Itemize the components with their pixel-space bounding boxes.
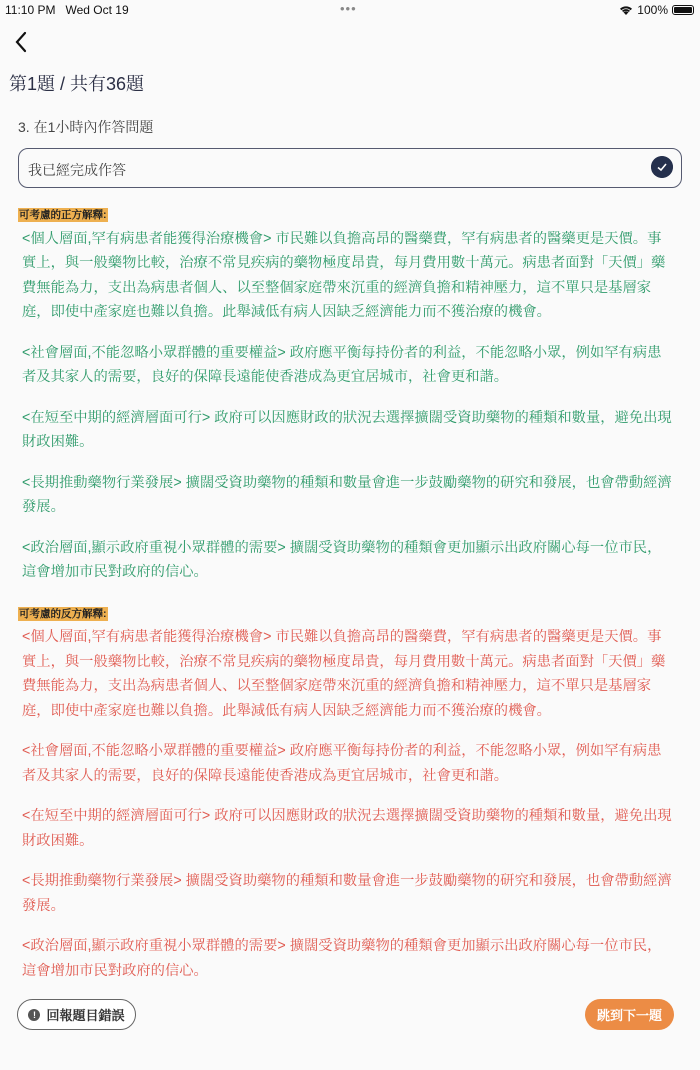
check-icon — [651, 156, 673, 178]
positive-paragraph: <長期推動藥物行業發展> 擴闊受資助藥物的種類和數量會進一步鼓勵藥物的研究和發展，也會帶動經濟發展。 — [22, 474, 672, 515]
wifi-icon — [619, 5, 633, 16]
status-time — [5, 3, 129, 17]
report-label: 回報題目錯誤 — [46, 1008, 125, 1023]
status-right — [619, 3, 694, 17]
answer-complete-checkbox[interactable] — [18, 148, 682, 188]
negative-label: 可考慮的反方解釋: — [19, 607, 107, 620]
positive-section — [18, 202, 674, 585]
battery-icon — [672, 5, 694, 15]
negative-paragraph: <個人層面,罕有病患者能獲得治療機會> 市民難以負擔高昂的醫藥費，罕有病患者的醫藥更是天價。事實上，與一般藥物比較，治療不常見疾病的藥物極度昂貴，每月費用數十萬元。病患者面對「天價」藥費無能為力，支出為病患者個人、以至整個家庭帶來沉重的經濟負擔和精神壓力，這不單只是基層家庭，即使中產家庭也難以負擔。此舉減低有病人因缺乏經濟能力而不獲治療的機會。 — [22, 629, 666, 719]
report-error-button[interactable] — [17, 999, 136, 1030]
negative-paragraph: <長期推動藥物行業發展> 擴闊受資助藥物的種類和數量會進一步鼓勵藥物的研究和發展，也會帶動經濟發展。 — [22, 873, 672, 914]
negative-paragraph: <在短至中期的經濟層面可行> 政府可以因應財政的狀況去選擇擴闊受資助藥物的種類和數量，避免出現財政困難。 — [22, 808, 672, 849]
instruction-item-3: 3. 在1小時內作答問題 — [18, 119, 154, 135]
clipped-instruction — [16, 105, 216, 110]
back-chevron-icon[interactable] — [10, 30, 34, 54]
exclamation-icon: ! — [28, 1009, 40, 1021]
positive-paragraph: <政治層面,顯示政府重視小眾群體的需要> 擴闊受資助藥物的種類會更加顯示出政府關心每一位市民，這會增加市民對政府的信心。 — [22, 539, 662, 580]
negative-paragraph: <社會層面,不能忽略小眾群體的重要權益> 政府應平衡每持份者的利益，不能忽略小眾，例如罕有病患者及其家人的需要，良好的保障長遠能使香港成為更宜居城市，社會更和諧。 — [22, 743, 662, 784]
time-text: 11:10 PM — [5, 3, 56, 17]
battery-text: 100% — [637, 3, 668, 17]
positive-paragraph: <在短至中期的經濟層面可行> 政府可以因應財政的狀況去選擇擴闊受資助藥物的種類和數量，避免出現財政困難。 — [22, 409, 672, 450]
answer-text: 我已經完成作答 — [28, 162, 126, 178]
footer-actions — [17, 999, 674, 1030]
positive-label: 可考慮的正方解釋: — [19, 209, 107, 221]
negative-paragraph: <政治層面,顯示政府重視小眾群體的需要> 擴闊受資助藥物的種類會更加顯示出政府關心每一位市民，這會增加市民對政府的信心。 — [22, 938, 662, 979]
page-title: 第1題 / 共有36題 — [9, 74, 145, 94]
positive-paragraph: <個人層面,罕有病患者能獲得治療機會> 市民難以負擔高昂的醫藥費，罕有病患者的醫藥更是天價。事實上，與一般藥物比較，治療不常見疾病的藥物極度昂貴，每月費用數十萬元。病患者面對「天價」藥費無能為力，支出為病患者個人、以至整個家庭帶來沉重的經濟負擔和精神壓力，這不單只是基層家庭，即使中產家庭也難以負擔。此舉減低有病人因缺乏經濟能力而不獲治療的機會。 — [22, 230, 666, 320]
positive-paragraph: <社會層面,不能忽略小眾群體的重要權益> 政府應平衡每持份者的利益，不能忽略小眾，例如罕有病患者及其家人的需要，良好的保障長遠能使香港成為更宜居城市，社會更和諧。 — [22, 344, 662, 385]
date-text: Wed Oct 19 — [65, 3, 129, 17]
negative-section — [18, 601, 674, 984]
next-question-button[interactable]: 跳到下一題 — [585, 999, 674, 1030]
multitask-dots-icon[interactable]: ••• — [340, 1, 357, 16]
status-bar — [0, 0, 700, 20]
